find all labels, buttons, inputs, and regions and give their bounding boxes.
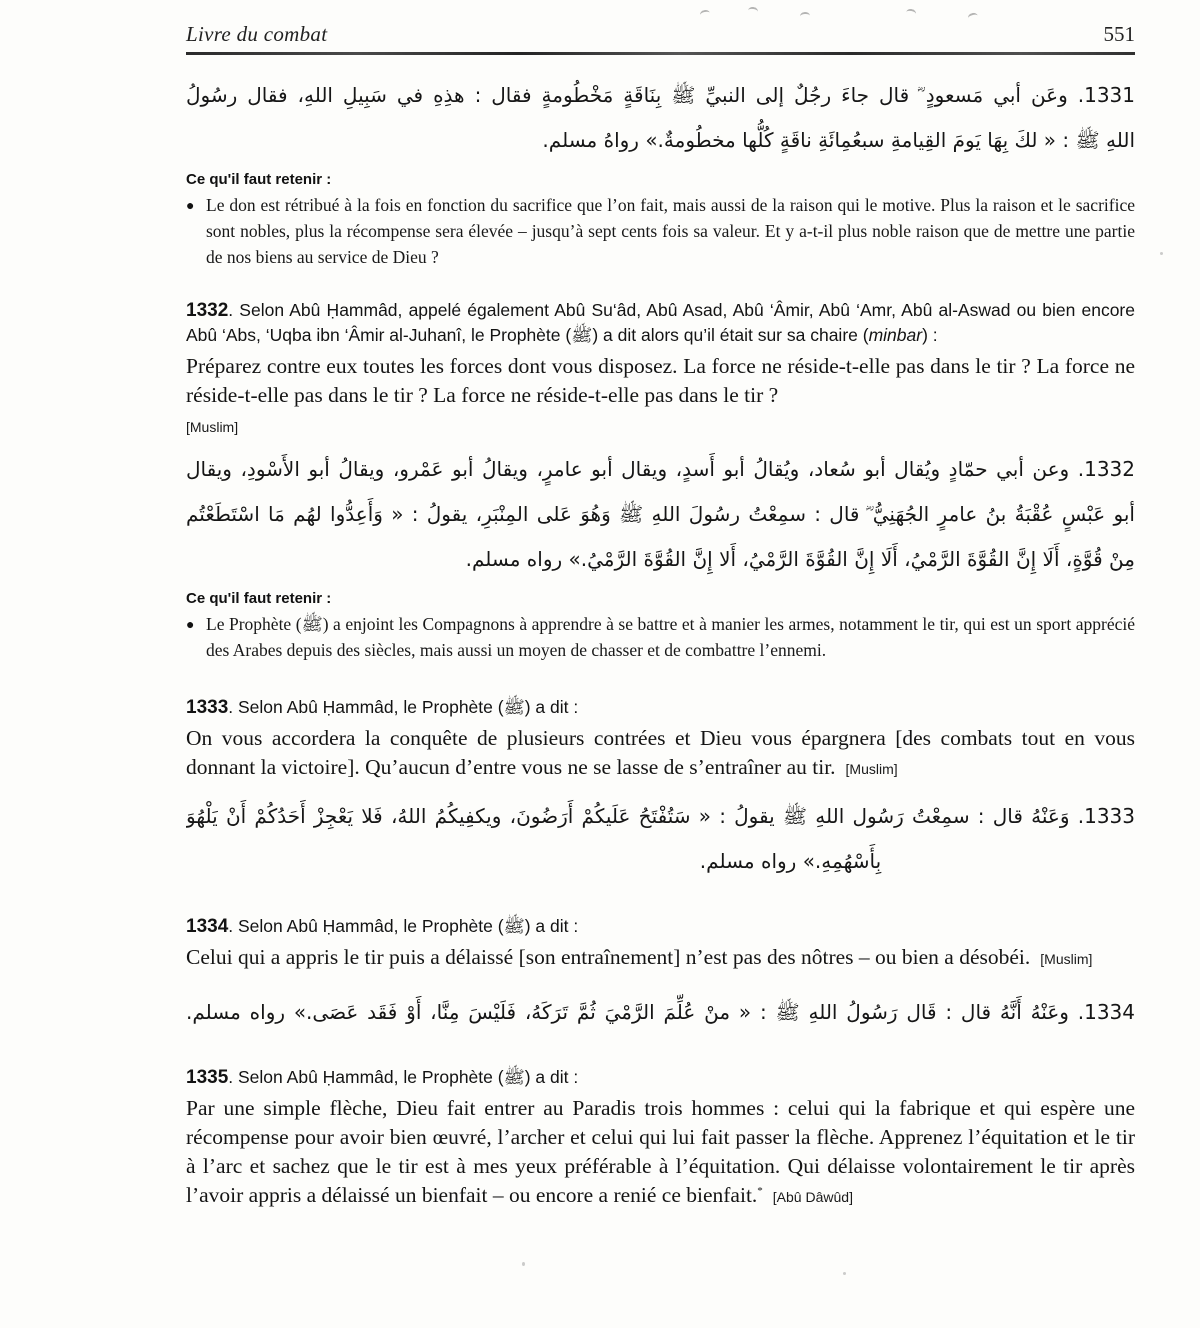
page-number: 551 bbox=[1103, 22, 1135, 46]
bullet-icon: ● bbox=[186, 199, 195, 214]
hadith-number: 1335 bbox=[186, 1067, 229, 1088]
hadith-1335-header bbox=[186, 1065, 1135, 1090]
running-head bbox=[186, 22, 1135, 47]
scan-speck bbox=[843, 1272, 846, 1275]
retenir-bullet-text: Le Prophète (ﷺ) a enjoint les Compagnons à apprendre à se battre et à manier les armes, notamment le tir, qui est un sport apprécié des Arabes depuis des siècles, mais aussi un moyen de chasser et de combattre l’ennemi. bbox=[206, 614, 1135, 660]
retenir-heading: Ce qu'il faut retenir : bbox=[186, 590, 332, 607]
hadith-1333-arabic bbox=[186, 794, 1135, 884]
scan-speck bbox=[522, 1262, 525, 1266]
hadith-number: 1332 bbox=[186, 300, 229, 321]
retenir-heading: Ce qu'il faut retenir : bbox=[186, 171, 332, 188]
minbar-term: minbar bbox=[868, 325, 923, 345]
hadith-1333-header bbox=[186, 695, 1135, 720]
source-tag: [Muslim] bbox=[845, 761, 898, 777]
translation-text: Par une simple flèche, Dieu fait entrer au Paradis trois hommes : celui qui la fabrique et qui espère une récompense pour avoir bien œuvré, l’archer et celui qui lui fait passer la flèche. Apprenez l’équitation et le tir à l’arc et sachez que le tir est à mes yeux préférable à l’équitation. Qui délaisse volontairement le tir après l’avoir appris a délaissé un bienfait – ou encore a renié ce bienfait. bbox=[186, 1096, 1135, 1207]
hadith-number: 1334 bbox=[186, 916, 229, 937]
arabic-line: اللهِ ﷺ : « لكَ بِهَا يَومَ القِيامةِ سبعُمِائَةِ ناقَةٍ كُلُّها مخطُومةٌ.» رواهُ مسلم. bbox=[542, 128, 1135, 152]
hadith-1334-arabic bbox=[186, 990, 1135, 1035]
source-tag: [Muslim] bbox=[1040, 951, 1093, 967]
hadith-intro-end: ) : bbox=[922, 325, 938, 345]
hadith-1332-header bbox=[186, 298, 1135, 348]
hadith-intro: . Selon Abû Ḥammâd, le Prophète (ﷺ) a dit : bbox=[228, 1067, 579, 1087]
hadith-intro: . Selon Abû Ḥammâd, le Prophète (ﷺ) a dit : bbox=[228, 916, 579, 936]
hadith-1332-arabic bbox=[186, 447, 1135, 582]
hadith-number: 1333 bbox=[186, 697, 229, 718]
hadith-intro: . Selon Abû Ḥammâd, appelé également Abû Su‘âd, Abû Asad, Abû ‘Âmir, Abû ‘Amr, Abû al-Aswad ou bien encore Abû ‘Abs, ‘Uqba ibn ‘Âmir al-Juhanî, le Prophète (ﷺ) a dit alors qu’il était sur sa chaire ( bbox=[186, 300, 1135, 345]
hadith-1334-header bbox=[186, 914, 1135, 939]
chapter-title: Livre du combat bbox=[186, 22, 328, 46]
footnote-marker: * bbox=[757, 1184, 763, 1197]
arabic-line: 1333. وَعَنْهُ قال : سمِعْتُ رَسُول اللهِ ﷺ يقولُ : « سَتُفْتَحُ عَلَيكُمْ أَرَضُونَ، ويكفِيكُمُ اللهُ، فَلا يَعْجِزْ أَحَدُكُمْ أَنْ يَلْهُوَ bbox=[186, 804, 1135, 828]
hadith-intro: . Selon Abû Ḥammâd, le Prophète (ﷺ) a dit : bbox=[228, 697, 579, 717]
arabic-line: بِأَسْهُمِهِ.» رواه مسلم. bbox=[699, 849, 882, 873]
source-tag: [Muslim] bbox=[186, 419, 239, 435]
arabic-line: مِنْ قُوَّةٍ، أَلَا إِنَّ القُوَّةَ الرَّمْيُ، أَلَا إِنَّ القُوَّةَ الرَّمْيُ، أَلا إِنَّ القُوَّةَ الرَّمْيُ.» رواه مسلم. bbox=[465, 547, 1135, 571]
header-rule bbox=[186, 52, 1135, 55]
retenir-bullet-item bbox=[186, 611, 1135, 663]
scan-speck bbox=[1160, 252, 1163, 255]
arabic-line: 1334. وعَنْهُ أَنَّهُ قال : قَال رَسُولُ اللهِ ﷺ : « منْ عُلِّمَ الرَّمْيَ ثُمَّ تَرَكَهُ، فَلَيْسَ مِنَّا، أَوْ فَقَد عَصَى.» رواه مسلم. bbox=[186, 1000, 1135, 1024]
retenir-bullet-item bbox=[186, 192, 1135, 270]
arabic-line: 1332. وعن أبي حمّادٍ ويُقال أبو سُعاد، ويُقالُ أبو أَسدٍ، ويقال أبو عامرٍ، ويقالُ أبو عَمْرو، ويقالُ أبو الأَسْودِ، ويقال bbox=[186, 457, 1135, 481]
translation-text: On vous accordera la conquête de plusieurs contrées et Dieu vous épargnera [des combats tout en vous donnant la victoire]. Qu’aucun d’entre vous ne se lasse de s’entraîner au tir. bbox=[186, 726, 1135, 779]
hadith-1332-translation: Préparez contre eux toutes les forces dont vous disposez. La force ne réside-t-elle pas dans le tir ? La force ne réside-t-elle pas dans le tir ? La force ne réside-t-elle pas dans le tir ? bbox=[186, 354, 1135, 407]
bullet-icon: ● bbox=[186, 618, 195, 633]
retenir-bullet-text: Le don est rétribué à la fois en fonction du sacrifice que l’on fait, mais aussi de la raison qui le motive. Plus la raison et le sacrifice sont nobles, plus la récompense sera élevée – jusqu’à sept cents fois sa valeur. Et y a-t-il plus noble raison que de mettre une partie de nos biens au service de Dieu ? bbox=[206, 195, 1135, 267]
hadith-1331-arabic bbox=[186, 73, 1135, 163]
hadith-1334-translation bbox=[186, 943, 1135, 974]
source-tag: [Abû Dâwûd] bbox=[772, 1189, 853, 1205]
hadith-1335-translation bbox=[186, 1094, 1135, 1212]
arabic-line: 1331. وعَن أبي مَسعودٍ ؓ قال جاءَ رجُلٌ إلى النبيِّ ﷺ بِنَاقَةٍ مَخْطُومةٍ فقال : هذِهِ في سَبِيلِ اللهِ، فقال رسُولُ bbox=[186, 83, 1135, 107]
translation-text: Celui qui a appris le tir puis a délaissé [son entraînement] n’est pas des nôtres – ou bien a désobéi. bbox=[186, 945, 1031, 969]
hadith-1333-translation bbox=[186, 724, 1135, 784]
arabic-line: أبو عَبْسٍ عُقْبَةُ بنُ عامرٍ الجُهَنِيُّ ؓ قال : سمِعْتُ رسُولَ اللهِ ﷺ وَهُوَ عَلى المِنْبَرِ، يقولُ : « وَأَعِدُّوا لهُم مَا اسْتَطَعْتُم bbox=[186, 502, 1135, 526]
